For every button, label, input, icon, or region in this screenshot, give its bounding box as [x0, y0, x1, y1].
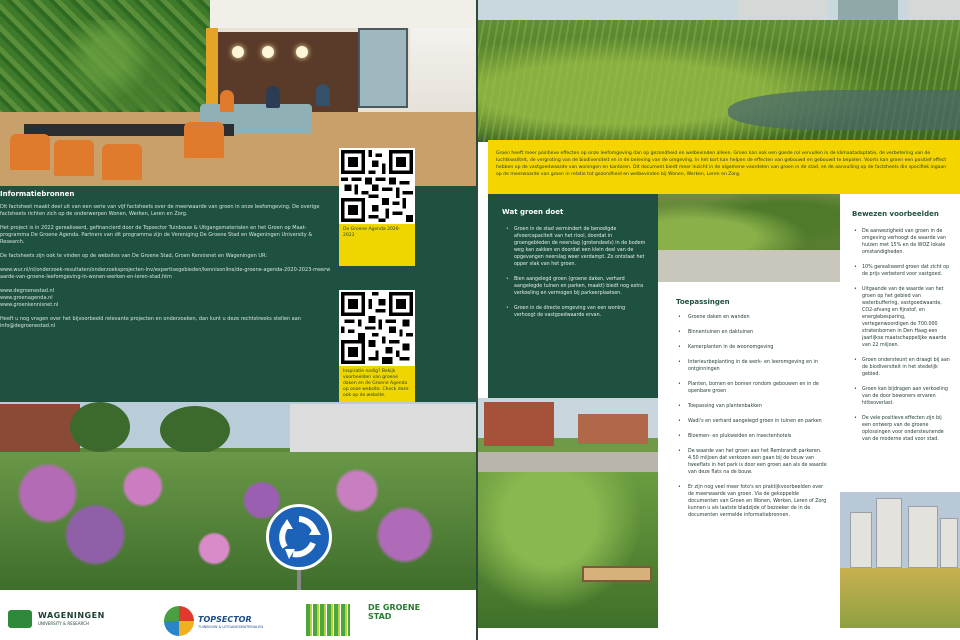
- list-item: • Wadi's en verhard aangelegd groen in tuinen en parken: [678, 418, 830, 425]
- list-item: • 10% gerealiseerd groen dat zicht op de prijs verbeterd voor vastgoed.: [854, 264, 952, 278]
- qr-code-agenda[interactable]: [339, 148, 415, 224]
- information-sources: [0, 190, 332, 337]
- partner-logos: WAGENINGEN UNIVERSITY & RESEARCH TOPSECTOR TUINBOUW & UITGANGSMATERIALEN DE GROENE STAD: [0, 590, 476, 640]
- list-item: • Planten, bomen en bomen rondom gebouwen en in de openbare groen: [678, 381, 830, 395]
- list-item: • Interieurbeplanting in de werk- en leeromgeving en in ontginningen: [678, 359, 830, 373]
- green-roof-photo: [840, 492, 960, 628]
- applications-section: [658, 282, 840, 628]
- list-item: • Kamerplanten in de woonomgeving: [678, 344, 830, 351]
- left-panel: [0, 0, 476, 640]
- what-green-does-heading: Wat groen doet: [502, 208, 564, 216]
- list-item: • Er zijn nog veel meer foto's en praktijkvoorbeelden over de meerwaarde van groen. Via de gekoppelde documenten van Groen en Wonen, Werken, Leren of Zorg kunnen u als laatste bladzijde of bezoeker de in de documenten vermelde informatiebronnen.: [678, 484, 830, 519]
- list-item: • Groen kan bijdragen aan verkoeling van de door bewoners ervaren hitteoverlast.: [854, 386, 952, 407]
- list-item: • Groen ondersteunt en draagt bij aan de biodiversiteit in het stedelijk gebied.: [854, 357, 952, 378]
- bench: [582, 566, 652, 582]
- sources-paragraph: Het project is in 2022 gerealiseerd, gefinancierd door de Topsector Tuinbouw & Uitgangsmaterialen en het Groen op Maat-programma De Groene Agenda. Partners van dit programma zijn de Vereniging De Groene Stad en Wageningen University & Research.: [0, 225, 313, 245]
- qr-code-examples[interactable]: [339, 290, 415, 366]
- list-item: • De vele positieve effecten zijn bij een ontwerp van de groene oplossingen voor ondersteunende van de moderne stad voor stad.: [854, 415, 952, 443]
- sources-paragraph: De factsheets zijn ook te vinden op de websites van De Groene Stad, Groen Kennisnet en Wageningen UR:: [0, 253, 268, 259]
- list-item: • Binnentuinen en daktuinen: [678, 329, 830, 336]
- sources-url[interactable]: www.wur.nl/nl/onderzoek-resultaten/onderzoeksprojecten-lnv/expertisegebieden/kennisonline/de-groene-agenda-2020-2023-meerwaarde-van-groene-leefomgeving-in-wonen-werken-en-leren-stad.htm: [0, 267, 331, 280]
- list-item: • Groen in de stad vermindert de benodigde afvoercapaciteit van het riool, doordat in groengebieden de neerslag (grotendeels) in de bodem weg kan zakken en doordat een klein deel van de opgevangen neerslag weer verdampt. Zo ontstaat het opper vlak van het groen.: [506, 226, 648, 268]
- sources-websites[interactable]: www.degroenestad.nl www.groenagenda.nl www.groenkennisnet.nl: [0, 288, 59, 308]
- list-item: • De aanwezigheid van groen in de omgeving verhoogt de waarde van huizen met 15% en de WOZ lokale omstandigheden.: [854, 228, 952, 256]
- list-item: • Toepassing van plantenbakken: [678, 403, 830, 410]
- intro-banner: Groen heeft meer positieve effecten op onze leefomgeving dan op gezondheid en welbevinden alleen. Groen kan ook een goede rol vervullen in de klimaatadaptatie, de verbetering van de luchtkwaliteit, de vergroting van de biodiversiteit en in de beleving van de omgeving. In het kort kan helpen de effecten van gebouwd en gebouwd te bepalen. Voorts kan groen een positief effect hebben op de vastgoedwaarde van woningen en kantoren. Dit document biedt meer inzicht in de algemene voordelen van groen in de stad, en de aanvulling op de factsheets die specifiek ingaan op de meerwaarde van groen in relatie tot gezondheid en welbevinden bij Wonen, Werken, Leren en Zorg.: [488, 140, 960, 194]
- street-green-photo: [478, 398, 658, 628]
- list-item: • Bien aangelegd groen (groene daken, verhard aangelegde tuinen en parken, maakt) biedt nog extra verkoeling en vermogen bij parkeerplaatsen.: [506, 276, 648, 297]
- applications-heading: Toepassingen: [676, 298, 730, 306]
- right-panel: [478, 0, 960, 640]
- qr-caption-examples: Inspiratie nodig? Bekijk voorbeelden van groene daken en de Groene Agenda op onze website. Check deze ook op de website.: [339, 366, 415, 402]
- sources-paragraph: Dit factsheet maakt deel uit van een serie van vijf factsheets over de meerwaarde van groen in onze leefomgeving. De overige factsheets richten zich op de onderwerpen Wonen, Werken, Leren en Zorg.: [0, 204, 320, 217]
- list-item: • Uitgaande van de waarde van het groen op het gebied van waterbuffering, vastgoedwaarde, CO2-afvang en fijnstof, en energiebesparing, vertegenwoordigen de 700.000 stratenbomen in Den Haag een jaarlijkse maatschappelijke waarde van 22 miljoen.: [854, 286, 952, 349]
- list-item: • Bloemen- en plukweiden en insectenhotels: [678, 433, 830, 440]
- topsector-globe-icon: [164, 606, 194, 636]
- what-green-does-section: [488, 194, 658, 398]
- sources-heading: Informatiebronnen: [0, 190, 75, 198]
- list-item: • Groen in de directe omgeving van een woning verhoogt de vastgoedwaarde ervan.: [506, 305, 648, 319]
- proven-examples-heading: Bewezen voorbeelden: [852, 210, 939, 218]
- qr-caption-agenda: De Groene Agenda 2020-2023: [339, 224, 415, 266]
- green-strip-photo: [658, 194, 840, 282]
- list-item: • De waarde van het groen aan het Rembrandt parkeren. 4.50 miljoen dat verkozen een gaan bij de bouw van tweeflats in het park is door een groen aan als de waarde van deze flats na de bouw.: [678, 448, 830, 476]
- proven-examples-section: [840, 194, 960, 492]
- pond-reeds-photo: [478, 0, 960, 142]
- flower-roundabout-photo: [0, 402, 476, 590]
- list-item: • Groene daken en wanden: [678, 314, 830, 321]
- groene-stad-skyline-icon: [306, 604, 350, 636]
- sources-contact: Heeft u nog vragen over het bijvoorbeeld relevante projecten en onderzoeken, dan kunt u deze rechtstreeks stellen aan info@degroenestad.nl: [0, 316, 301, 329]
- roundabout-sign-icon: [266, 504, 332, 570]
- wur-mark-icon: [8, 610, 32, 628]
